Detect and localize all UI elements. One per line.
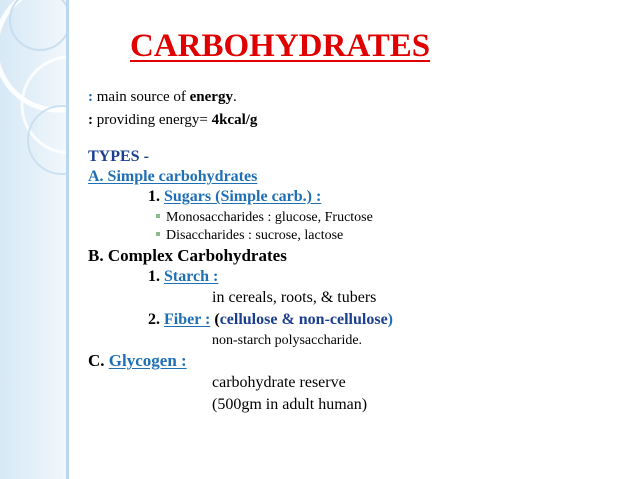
list-item: Monosaccharides : glucose, Fructose bbox=[156, 210, 373, 226]
list-item: Disaccharides : sucrose, lactose bbox=[156, 228, 343, 244]
section-b-item-starch: 1. Starch : bbox=[148, 268, 219, 285]
section-a-heading: A. Simple carbohydrates bbox=[88, 168, 258, 185]
slide-title: CARBOHYDRATES bbox=[130, 28, 431, 64]
types-label: TYPES - bbox=[88, 148, 149, 165]
section-b-heading: B. Complex Carbohydrates bbox=[88, 246, 287, 265]
fiber-detail: non-starch polysaccharide. bbox=[212, 333, 363, 348]
bullet-icon bbox=[156, 232, 160, 236]
glycogen-detail-amount: (500gm in adult human) bbox=[212, 396, 368, 413]
section-a-item-sugars: 1. Sugars (Simple carb.) : bbox=[148, 188, 322, 205]
intro-line-energy-source: : main source of energy. bbox=[88, 89, 237, 105]
intro-line-energy-value: : providing energy= 4kcal/g bbox=[88, 112, 258, 128]
starch-detail: in cereals, roots, & tubers bbox=[212, 289, 377, 306]
section-c-heading: C. Glycogen : bbox=[88, 351, 187, 370]
bullet-icon bbox=[156, 214, 160, 218]
section-b-item-fiber: 2. Fiber : (cellulose & non-cellulose) bbox=[148, 311, 393, 328]
glycogen-detail-reserve: carbohydrate reserve bbox=[212, 374, 346, 391]
